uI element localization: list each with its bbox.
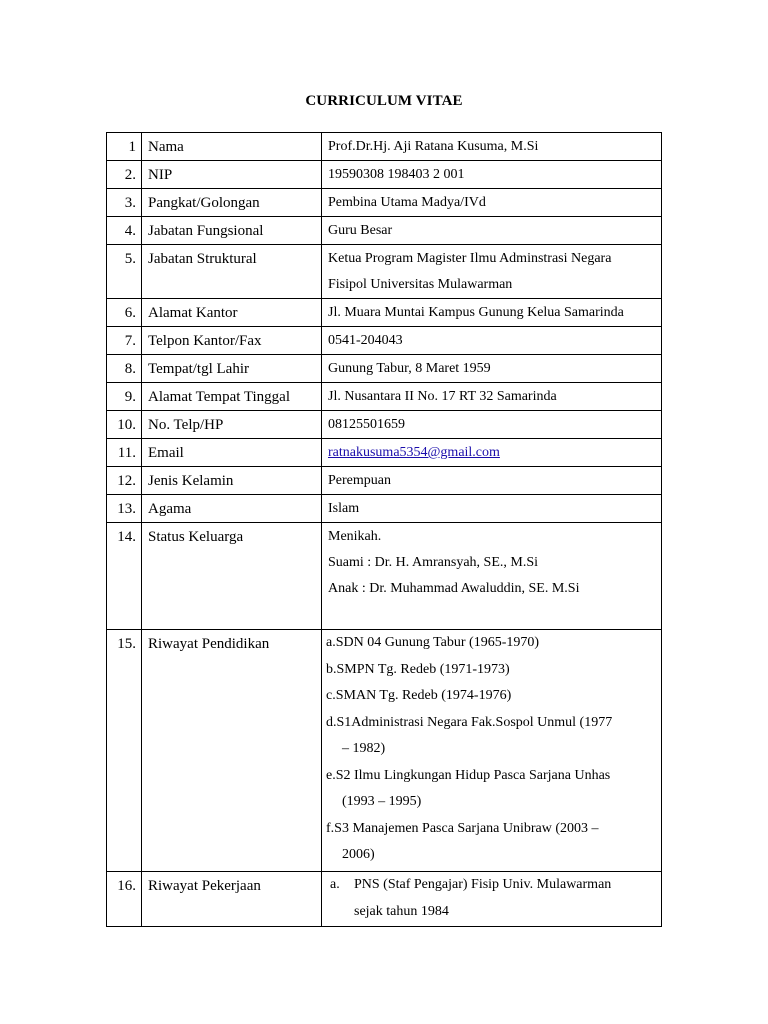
list-item: e.S2 Ilmu Lingkungan Hidup Pasca Sarjana Unhas (1993 – 1995) — [326, 767, 611, 809]
email-link[interactable]: ratnakusuma5354@gmail.com — [328, 445, 500, 460]
row-label: No. Telp/HP — [142, 411, 322, 439]
table-row — [107, 355, 662, 383]
table-row — [107, 467, 662, 495]
row-label: Status Keluarga — [142, 523, 322, 630]
value-line: Menikah. — [328, 529, 382, 544]
row-label: Nama — [142, 133, 322, 161]
list-item: a. PNS (Staf Pengajar) Fisip Univ. Mulawarman sejak tahun 1984 — [330, 877, 612, 919]
page-title: CURRICULUM VITAE — [305, 93, 463, 109]
table-row — [107, 411, 662, 439]
table-row — [107, 439, 662, 467]
table-row — [107, 523, 662, 630]
list-item: a.SDN 04 Gunung Tabur (1965-1970) — [326, 635, 540, 650]
row-label: Jabatan Struktural — [142, 245, 322, 299]
row-value — [322, 439, 662, 467]
value-line: Ketua Program Magister Ilmu Adminstrasi Negara — [328, 251, 612, 266]
table-row — [107, 161, 662, 189]
row-number: 4. — [107, 217, 142, 245]
table-row — [107, 133, 662, 161]
list-item: d.S1Administrasi Negara Fak.Sospol Unmul (1977 – 1982) — [326, 714, 613, 756]
row-value: Pembina Utama Madya/IVd — [322, 189, 662, 217]
row-number: 16. — [107, 872, 142, 927]
table-row — [107, 383, 662, 411]
value-line: Suami : Dr. H. Amransyah, SE., M.Si — [328, 555, 539, 570]
row-number: 14. — [107, 523, 142, 630]
row-label: Riwayat Pekerjaan — [142, 872, 322, 927]
table-row — [107, 189, 662, 217]
value-line: Anak : Dr. Muhammad Awaluddin, SE. M.Si — [328, 581, 580, 596]
row-number: 8. — [107, 355, 142, 383]
row-value: Islam — [322, 495, 662, 523]
row-value — [322, 523, 662, 630]
table-row — [107, 630, 662, 872]
row-label: Jenis Kelamin — [142, 467, 322, 495]
row-label: Email — [142, 439, 322, 467]
row-number: 6. — [107, 299, 142, 327]
row-value — [322, 245, 662, 299]
row-label: Alamat Tempat Tinggal — [142, 383, 322, 411]
row-number: 13. — [107, 495, 142, 523]
row-value: Guru Besar — [322, 217, 662, 245]
list-item: f.S3 Manajemen Pasca Sarjana Unibraw (2003 – 2006) — [326, 820, 599, 862]
cv-table — [106, 132, 662, 927]
table-row — [107, 299, 662, 327]
row-value — [322, 872, 662, 927]
row-value: Jl. Muara Muntai Kampus Gunung Kelua Samarinda — [322, 299, 662, 327]
row-value: 08125501659 — [322, 411, 662, 439]
row-label: NIP — [142, 161, 322, 189]
row-number: 2. — [107, 161, 142, 189]
education-list — [326, 630, 661, 869]
row-value: 19590308 198403 2 001 — [322, 161, 662, 189]
row-label: Jabatan Fungsional — [142, 217, 322, 245]
row-value: Jl. Nusantara II No. 17 RT 32 Samarinda — [322, 383, 662, 411]
table-row — [107, 495, 662, 523]
value-line: Fisipol Universitas Mulawarman — [328, 277, 513, 292]
row-number: 3. — [107, 189, 142, 217]
row-label: Telpon Kantor/Fax — [142, 327, 322, 355]
table-row — [107, 872, 662, 927]
table-row — [107, 327, 662, 355]
row-number: 1 — [107, 133, 142, 161]
table-row — [107, 245, 662, 299]
row-number: 15. — [107, 630, 142, 872]
list-item: b.SMPN Tg. Redeb (1971-1973) — [326, 661, 510, 677]
row-label: Tempat/tgl Lahir — [142, 355, 322, 383]
list-item: c.SMAN Tg. Redeb (1974-1976) — [326, 688, 512, 703]
row-number: 7. — [107, 327, 142, 355]
row-value: Perempuan — [322, 467, 662, 495]
row-number: 12. — [107, 467, 142, 495]
row-label: Riwayat Pendidikan — [142, 630, 322, 872]
row-value: Gunung Tabur, 8 Maret 1959 — [322, 355, 662, 383]
row-label: Agama — [142, 495, 322, 523]
row-number: 11. — [107, 439, 142, 467]
row-label: Pangkat/Golongan — [142, 189, 322, 217]
row-value — [322, 630, 662, 872]
row-number: 5. — [107, 245, 142, 299]
table-row — [107, 217, 662, 245]
row-value: 0541-204043 — [322, 327, 662, 355]
work-list — [326, 872, 661, 925]
row-label: Alamat Kantor — [142, 299, 322, 327]
row-number: 10. — [107, 411, 142, 439]
row-value: Prof.Dr.Hj. Aji Ratana Kusuma, M.Si — [322, 133, 662, 161]
row-number: 9. — [107, 383, 142, 411]
